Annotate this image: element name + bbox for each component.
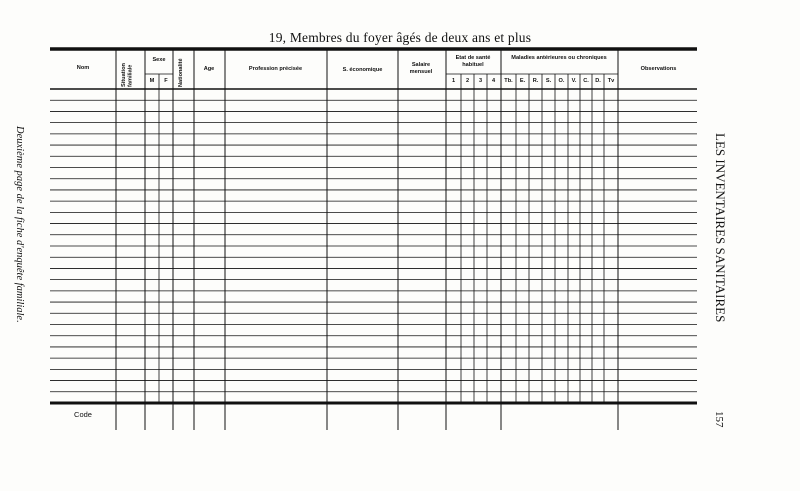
- header-mal-s: S.: [545, 78, 552, 84]
- header-sexe: Sexe: [152, 57, 166, 63]
- header-mal-r: R.: [532, 78, 539, 84]
- header-mal-v: V.: [571, 78, 577, 84]
- page-title: 19, Membres du foyer âgés de deux ans et plus: [268, 30, 532, 45]
- header-nom: Nom: [76, 65, 90, 71]
- header-observations: Observations: [640, 66, 677, 72]
- header-profession: Profession précisée: [248, 66, 303, 72]
- header-etat-sante: Etat de santé habituel: [455, 55, 491, 68]
- footer-code-label: Code: [74, 410, 92, 419]
- header-mal-tv: Tv: [607, 78, 615, 84]
- page-number: 157: [713, 411, 725, 428]
- header-etat-1: 1: [451, 78, 456, 84]
- header-maladies: Maladies antérieures ou chroniques: [511, 55, 607, 61]
- header-mal-tb: Tb.: [504, 78, 513, 84]
- side-caption: Deuxième page de la fiche d'enquête familiale.: [14, 126, 25, 323]
- header-sexe-f: F: [164, 78, 168, 84]
- header-mal-d: D.: [595, 78, 601, 84]
- header-etat-3: 3: [478, 78, 483, 84]
- header-mal-e: E.: [519, 78, 526, 84]
- header-nationalite: Nationalité: [178, 58, 184, 87]
- header-salaire: Salaire mensuel: [409, 62, 433, 75]
- header-situation: Situation familiale: [121, 63, 134, 87]
- header-mal-o: O.: [558, 78, 565, 84]
- header-etat-2: 2: [465, 78, 470, 84]
- header-mal-c: C.: [583, 78, 589, 84]
- header-sexe-m: M: [149, 78, 155, 84]
- running-header: LES INVENTAIRES SANITAIRES: [713, 133, 728, 323]
- header-etat-4: 4: [491, 78, 496, 84]
- header-s-economique: S. économique: [342, 67, 383, 73]
- header-age: Age: [203, 66, 215, 72]
